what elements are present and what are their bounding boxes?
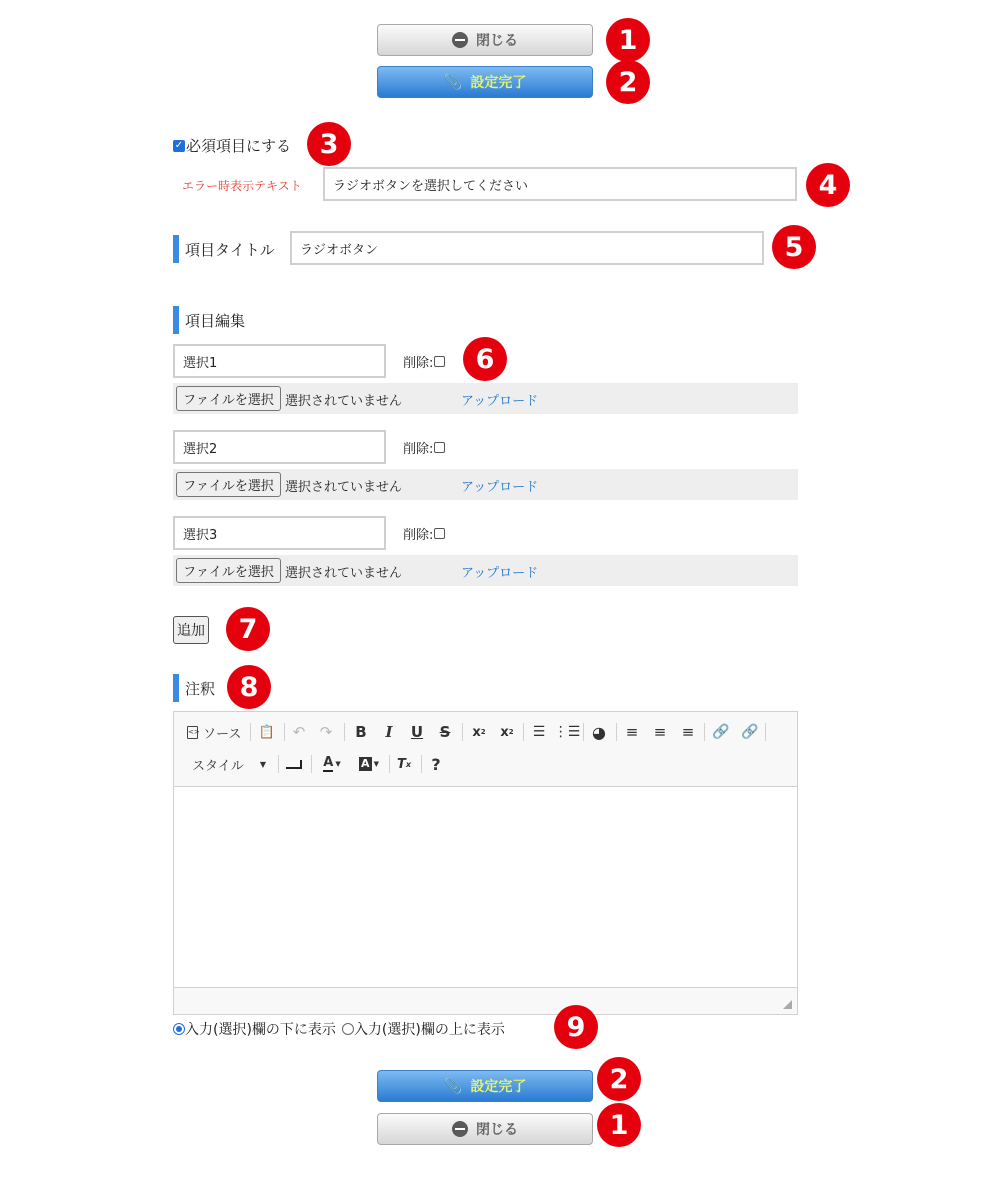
radio-above[interactable] (342, 1023, 354, 1035)
delete-checkbox-3[interactable] (434, 528, 445, 539)
delete-checkbox-row-1[interactable] (403, 352, 445, 371)
required-checkbox-row[interactable] (173, 135, 291, 156)
item-title-heading (173, 235, 275, 263)
source-icon: <> (187, 726, 198, 739)
toolbar-separator (284, 723, 285, 741)
annotation-badge-3: 3 (307, 122, 351, 166)
delete-checkbox-1[interactable] (434, 356, 445, 367)
annotation-badge-1-bottom: 1 (597, 1103, 641, 1147)
toolbar-separator (250, 723, 251, 741)
file-row-1 (173, 383, 798, 414)
file-row-3 (173, 555, 798, 586)
emoji-icon[interactable]: ◕ (592, 722, 606, 742)
option-input-3[interactable]: 選択3 (173, 516, 386, 550)
delete-checkbox-row-2[interactable] (403, 438, 445, 457)
error-text-label: エラー時表示テキスト (182, 179, 302, 193)
option-input-2[interactable]: 選択2 (173, 430, 386, 464)
annotation-badge-5: 5 (772, 225, 816, 269)
align-center-icon[interactable]: ≡ (653, 723, 667, 741)
toolbar-separator (523, 723, 524, 741)
background-color-icon[interactable]: A ▼ (361, 757, 379, 770)
source-label: ソース (203, 726, 242, 742)
toolbar-separator (421, 755, 422, 773)
display-position-group (173, 1019, 505, 1039)
delete-checkbox-row-3[interactable] (403, 524, 445, 543)
paste-icon[interactable]: 📋 (258, 724, 276, 740)
toolbar-separator (616, 723, 617, 741)
delete-label: 削除: (403, 528, 434, 543)
upload-link-2[interactable]: アップロード (461, 480, 539, 495)
required-label: 必須項目にする (186, 137, 292, 155)
done-button-label: 設定完了 (470, 75, 527, 91)
done-button-label: 設定完了 (470, 1079, 527, 1095)
toolbar-separator (344, 723, 345, 741)
annotation-badge-1: 1 (606, 18, 650, 62)
file-status-2: 選択されていません (285, 480, 403, 495)
choose-file-button-2[interactable]: ファイルを選択 (176, 472, 281, 497)
toolbar-separator (278, 755, 279, 773)
toolbar-separator (704, 723, 705, 741)
unlink-icon[interactable]: 🔗 (741, 724, 759, 740)
italic-icon[interactable]: I (385, 723, 393, 741)
help-icon[interactable]: ? (431, 754, 441, 774)
annotation-badge-4: 4 (806, 163, 850, 207)
superscript-icon[interactable]: x 2 (500, 724, 514, 740)
align-left-icon[interactable]: ≡ (625, 723, 639, 741)
redo-icon[interactable]: ↷ (319, 723, 333, 741)
radio-below[interactable] (173, 1023, 185, 1035)
underline-icon[interactable]: U (410, 723, 424, 741)
style-dropdown-label: スタイル (192, 758, 244, 774)
editor-toolbar (174, 712, 797, 787)
text-color-icon[interactable]: A ▼ (323, 755, 341, 770)
error-text-input[interactable]: ラジオボタンを選択してください (323, 167, 797, 201)
subscript-icon[interactable]: x 2 (472, 724, 486, 740)
annotation-badge-7: 7 (226, 607, 270, 651)
choose-file-button-1[interactable]: ファイルを選択 (176, 386, 281, 411)
radio-below-label[interactable]: 入力(選択)欄の下に表示 (185, 1022, 336, 1038)
paperclip-icon: 📎 (443, 73, 463, 91)
upload-link-3[interactable]: アップロード (461, 566, 539, 581)
toolbar-separator (765, 723, 766, 741)
annotation-badge-6: 6 (463, 337, 507, 381)
toolbar-separator (583, 723, 584, 741)
delete-label: 削除: (403, 442, 434, 457)
add-option-button[interactable]: 追加 (173, 616, 209, 644)
annotation-badge-2: 2 (606, 60, 650, 104)
horizontal-rule-icon[interactable] (283, 753, 305, 775)
link-icon[interactable]: 🔗 (712, 724, 730, 740)
accent-bar (173, 306, 179, 334)
undo-icon[interactable]: ↶ (292, 723, 306, 741)
note-label: 注釈 (185, 679, 216, 698)
editor-footer (174, 987, 797, 1014)
close-button-bottom[interactable] (377, 1113, 593, 1145)
bulleted-list-icon[interactable]: ⋮☰ (553, 724, 581, 740)
align-right-icon[interactable]: ≡ (681, 723, 695, 741)
file-status-3: 選択されていません (285, 566, 403, 581)
accent-bar (173, 235, 179, 263)
toolbar-separator (389, 755, 390, 773)
radio-above-label[interactable]: 入力(選択)欄の上に表示 (353, 1022, 505, 1038)
annotation-badge-2-bottom: 2 (597, 1057, 641, 1101)
remove-format-icon[interactable]: T x (396, 756, 412, 772)
toolbar-separator (462, 723, 463, 741)
file-status-1: 選択されていません (285, 394, 403, 409)
strikethrough-icon[interactable]: S (439, 723, 451, 741)
resize-handle-icon[interactable] (783, 1000, 792, 1009)
minus-circle-icon (452, 1121, 468, 1137)
annotation-badge-9: 9 (554, 1005, 598, 1049)
item-title-input[interactable]: ラジオボタン (290, 231, 764, 265)
note-heading (173, 674, 215, 702)
delete-checkbox-2[interactable] (434, 442, 445, 453)
source-button[interactable] (187, 721, 241, 743)
bold-icon[interactable]: B (355, 723, 367, 741)
upload-link-1[interactable]: アップロード (461, 394, 539, 409)
done-button-top[interactable] (377, 66, 593, 98)
annotation-badge-8: 8 (227, 665, 271, 709)
choose-file-button-3[interactable]: ファイルを選択 (176, 558, 281, 583)
done-button-bottom[interactable] (377, 1070, 593, 1102)
toolbar-separator (311, 755, 312, 773)
dropdown-arrow-icon: ▼ (259, 759, 266, 769)
option-input-1[interactable]: 選択1 (173, 344, 386, 378)
paperclip-icon: 📎 (443, 1077, 463, 1095)
style-dropdown[interactable] (184, 753, 272, 775)
rich-text-editor (173, 711, 798, 1015)
accent-bar (173, 674, 179, 702)
item-title-label: 項目タイトル (185, 240, 275, 259)
delete-label: 削除: (403, 356, 434, 371)
close-button-label: 閉じる (476, 1122, 518, 1138)
item-edit-heading (173, 306, 245, 334)
close-button-label: 閉じる (476, 33, 518, 49)
close-button-top[interactable] (377, 24, 593, 56)
required-checkbox[interactable]: ✓ (174, 139, 184, 151)
minus-circle-icon (452, 32, 468, 48)
editor-content-area[interactable] (174, 787, 797, 987)
file-row-2 (173, 469, 798, 500)
numbered-list-icon[interactable]: ☰ (532, 724, 546, 740)
item-edit-label: 項目編集 (185, 311, 246, 330)
